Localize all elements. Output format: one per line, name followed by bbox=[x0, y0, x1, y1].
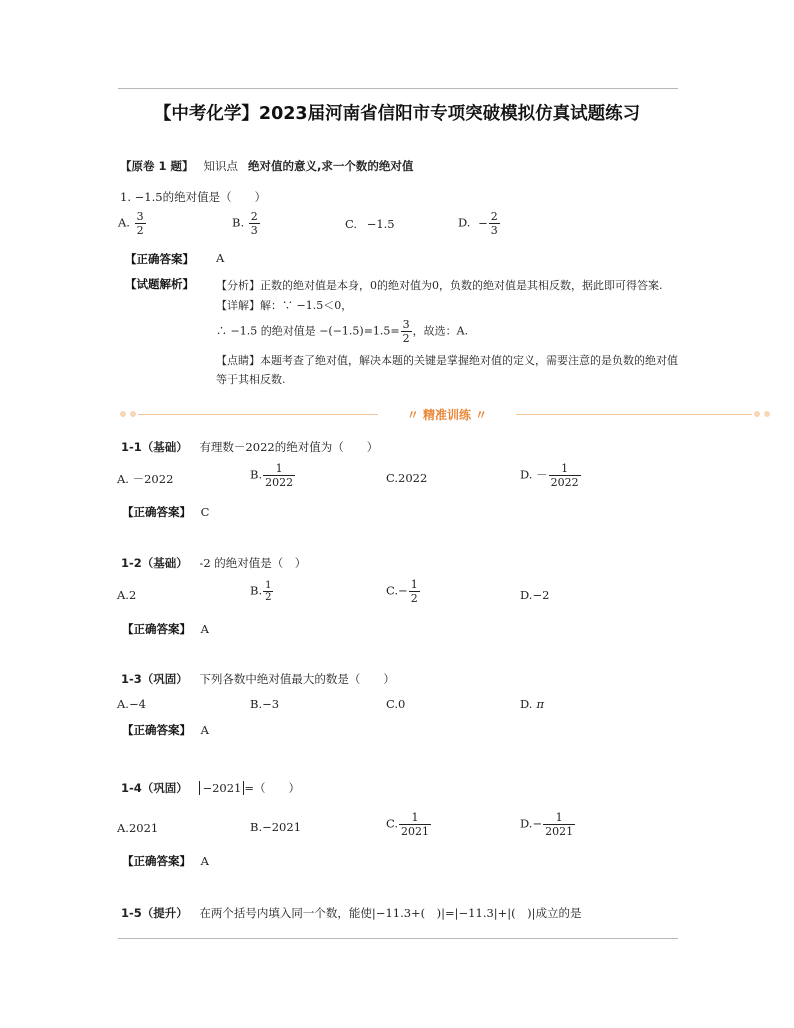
analysis-step bbox=[216, 318, 468, 345]
practice-1-4-option-d-den: 2021 bbox=[545, 825, 574, 838]
option-b-fraction bbox=[249, 210, 260, 237]
divider-dot-right bbox=[754, 411, 760, 417]
analysis-step-den: 2 bbox=[402, 332, 410, 345]
option-d-num: 2 bbox=[490, 210, 498, 223]
analysis-step-end: ，故选：A. bbox=[412, 324, 469, 338]
practice-1-4-option-c-fraction bbox=[399, 811, 431, 838]
practice-1-1-option-a: A. －2022 bbox=[117, 472, 174, 486]
practice-1-4-option-c-label: C. bbox=[386, 816, 399, 831]
practice-1-2-option-b-fraction bbox=[263, 580, 273, 603]
practice-1-3-answer-label: 【正确答案】 bbox=[122, 723, 191, 737]
option-a-den: 2 bbox=[136, 224, 144, 237]
practice-1-4-answer-value: A bbox=[200, 854, 209, 868]
practice-1-2-option-a: A.2 bbox=[117, 588, 137, 602]
divider-label: 〃 精准训练 〃 bbox=[406, 408, 488, 422]
practice-1-3-option-b: B.−3 bbox=[250, 697, 280, 711]
question-expr: −1.5 bbox=[134, 190, 163, 204]
analysis-dianjing-1: 【点睛】本题考查了绝对值，解决本题的关键是掌握绝对值的定义，需要注意的是负数的绝对值 bbox=[216, 354, 678, 367]
option-d-label: D. bbox=[458, 215, 471, 230]
practice-1-2-answer bbox=[122, 621, 209, 637]
origin-header bbox=[120, 158, 413, 174]
origin-answer: A bbox=[216, 251, 225, 265]
practice-1-4-answer bbox=[122, 853, 209, 869]
divider-dot-left bbox=[120, 411, 126, 417]
divider-line-right bbox=[516, 414, 752, 415]
practice-1-2-option-d: D.−2 bbox=[520, 588, 550, 602]
practice-1-1-option-b-den: 2022 bbox=[265, 476, 294, 489]
option-d-sign: − bbox=[478, 215, 488, 230]
practice-1-4-option-d-fraction bbox=[543, 811, 575, 838]
practice-1-2-answer-label: 【正确答案】 bbox=[122, 622, 191, 636]
practice-1-2-option-b-label: B. bbox=[250, 583, 263, 598]
practice-1-4-option-d-num: 1 bbox=[555, 811, 563, 824]
practice-1-1-answer-value: C bbox=[200, 505, 210, 519]
practice-1-1-option-b-num: 1 bbox=[275, 462, 283, 475]
practice-1-5-stem bbox=[121, 905, 582, 921]
practice-1-3-text: 下列各数中绝对值最大的数是（ ） bbox=[199, 672, 395, 686]
practice-1-5-tag: 1-5（提升） bbox=[121, 906, 188, 920]
analysis-step-num: 3 bbox=[402, 318, 410, 331]
origin-question bbox=[120, 189, 266, 205]
practice-1-1-tag: 1-1（基础） bbox=[121, 440, 188, 454]
practice-1-4-text: =（ ） bbox=[244, 781, 300, 795]
option-c-label: C. bbox=[345, 217, 358, 231]
option-b-den: 3 bbox=[250, 224, 258, 237]
analysis-dianjing-2: 等于其相反数. bbox=[216, 373, 286, 386]
practice-1-4-answer-label: 【正确答案】 bbox=[122, 854, 191, 868]
option-d-den: 3 bbox=[490, 224, 498, 237]
practice-1-4-option-b: B.−2021 bbox=[250, 820, 302, 834]
divider-line-left bbox=[138, 414, 378, 415]
question-number: 1. bbox=[120, 190, 131, 204]
practice-1-1-option-c: C.2022 bbox=[386, 471, 428, 485]
origin-tag: 【原卷 1 题】 bbox=[120, 159, 194, 173]
practice-1-1-option-d-num: 1 bbox=[561, 462, 569, 475]
option-b-label: B. bbox=[232, 215, 245, 230]
origin-analysis-label: 【试题解析】 bbox=[125, 277, 194, 291]
practice-1-4-option-c-num: 1 bbox=[411, 811, 419, 824]
practice-1-4-tag: 1-4（巩固） bbox=[121, 781, 188, 795]
practice-1-1-answer-label: 【正确答案】 bbox=[122, 505, 191, 519]
practice-1-1-option-b-label: B. bbox=[250, 467, 263, 482]
practice-1-2-tag: 1-2（基础） bbox=[121, 556, 188, 570]
practice-1-1-option-d-fraction bbox=[549, 462, 581, 489]
practice-1-3-option-d-pi: π bbox=[536, 697, 545, 711]
analysis-step-fraction bbox=[401, 318, 412, 345]
practice-1-2-option-c-fraction bbox=[409, 578, 420, 605]
option-d-fraction bbox=[489, 210, 500, 237]
practice-1-3-option-d bbox=[520, 697, 544, 711]
practice-1-1-option-b bbox=[250, 462, 296, 489]
origin-option-b bbox=[232, 210, 261, 237]
practice-1-1-stem bbox=[121, 439, 378, 455]
practice-1-1-option-d bbox=[520, 462, 582, 489]
practice-1-1-option-d-den: 2022 bbox=[550, 476, 579, 489]
practice-1-2-option-c-num: 1 bbox=[410, 578, 418, 591]
option-a-label: A. bbox=[118, 215, 130, 230]
practice-1-3-option-d-label: D. bbox=[520, 697, 533, 711]
practice-1-4-option-d-label: D.− bbox=[520, 816, 543, 831]
origin-answer-label: 【正确答案】 bbox=[125, 252, 194, 266]
practice-1-2-option-c bbox=[386, 578, 421, 605]
practice-1-3-option-c: C.0 bbox=[386, 697, 406, 711]
practice-1-4-option-a: A.2021 bbox=[117, 821, 159, 835]
practice-1-1-text: 有理数－2022的绝对值为（ ） bbox=[199, 440, 379, 454]
option-a-num: 3 bbox=[136, 210, 144, 223]
analysis-xiangjie: 【详解】解：∵ −1.5＜0， bbox=[216, 299, 353, 312]
practice-1-3-answer-value: A bbox=[200, 723, 209, 737]
practice-1-1-answer bbox=[122, 504, 209, 520]
analysis-fenxi: 【分析】正数的绝对值是本身，0的绝对值为0，负数的绝对值是其相反数，据此即可得答案. bbox=[216, 279, 663, 292]
bottom-rule bbox=[118, 938, 678, 939]
practice-1-2-text: -2 的绝对值是（ ） bbox=[199, 556, 307, 570]
practice-1-2-option-b-num: 1 bbox=[265, 580, 272, 591]
practice-1-4-option-c-den: 2021 bbox=[401, 825, 430, 838]
knowledge-point-label: 知识点 bbox=[203, 159, 239, 173]
top-rule bbox=[118, 88, 678, 89]
section-divider bbox=[118, 406, 772, 422]
practice-1-2-option-b-den: 2 bbox=[265, 592, 272, 603]
practice-1-2-option-c-den: 2 bbox=[410, 592, 418, 605]
practice-1-2-option-b bbox=[250, 580, 274, 603]
practice-1-3-stem bbox=[121, 671, 395, 687]
divider-dot-left-2 bbox=[130, 411, 136, 417]
origin-option-d bbox=[458, 210, 501, 237]
practice-1-3-option-a: A.−4 bbox=[117, 697, 146, 711]
practice-1-4-abs-expr: −2021 bbox=[199, 781, 244, 795]
origin-option-c bbox=[345, 217, 395, 231]
practice-1-1-option-b-fraction bbox=[263, 462, 295, 489]
divider-dot-right-2 bbox=[764, 411, 770, 417]
practice-1-4-option-c bbox=[386, 811, 432, 838]
practice-1-1-option-d-label: D. － bbox=[520, 467, 548, 482]
origin-option-a bbox=[118, 210, 147, 237]
practice-1-2-stem bbox=[121, 555, 306, 571]
practice-1-4-option-d bbox=[520, 811, 576, 838]
practice-1-2-option-c-label: C.− bbox=[386, 583, 408, 598]
analysis-step-text: ∴ −1.5 的绝对值是 −(−1.5)=1.5= bbox=[216, 324, 400, 338]
option-a-fraction bbox=[135, 210, 146, 237]
page-title: 【中考化学】2023届河南省信阳市专项突破模拟仿真试题练习 bbox=[153, 104, 641, 124]
practice-1-3-answer bbox=[122, 722, 209, 738]
practice-1-4-stem bbox=[121, 780, 300, 796]
option-b-num: 2 bbox=[250, 210, 258, 223]
practice-1-3-tag: 1-3（巩固） bbox=[121, 672, 188, 686]
practice-1-2-answer-value: A bbox=[200, 622, 209, 636]
option-c-value: −1.5 bbox=[366, 217, 395, 231]
practice-1-5-text: 在两个括号内填入同一个数，能使|−11.3+( )|=|−11.3|+|( )|成立的是 bbox=[199, 906, 582, 920]
knowledge-point: 绝对值的意义,求一个数的绝对值 bbox=[248, 159, 414, 173]
question-text: 的绝对值是（ ） bbox=[162, 190, 267, 204]
